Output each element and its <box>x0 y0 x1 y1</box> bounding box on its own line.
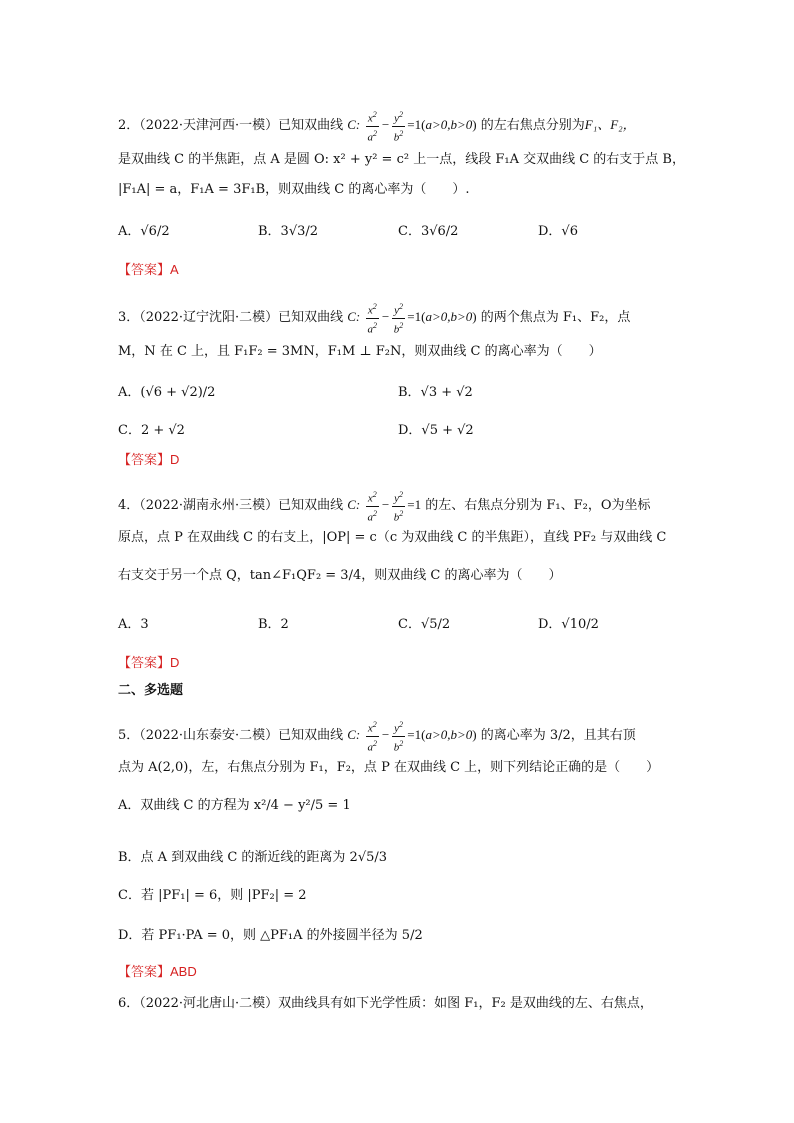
q5-option-b: B．点 A 到双曲线 C 的渐近线的距离为 2√5/3 <box>118 850 388 865</box>
q2-option-d: D．√6 <box>538 224 578 239</box>
q2-equation: C: $\frac{x^2}{a^2}$ − $\frac{y^2}{b^2}$ =1(a>0,b>0) <box>347 110 477 144</box>
q4-equation: C: $\frac{x^2}{a^2}$ − $\frac{y^2}{b^2}$ =1 <box>347 490 422 524</box>
q4-option-d: D．√10/2 <box>538 617 599 632</box>
q6-line1: 6．（2022·河北唐山·二模）双曲线具有如下光学性质：如图 F₁，F₂ 是双曲线的左、右焦点， <box>118 996 653 1011</box>
q3-answer: 【答案】D <box>118 452 180 467</box>
q5-option-d: D．若 PF₁·PA = 0，则 △PF₁A 的外接圆半径为 5/2 <box>118 928 423 943</box>
q3-equation: C: $\frac{x^2}{a^2}$ − $\frac{y^2}{b^2}$ =1(a>0,b>0) <box>347 302 477 336</box>
q4-line3: 右支交于另一个点 Q，tan∠F₁QF₂ = 3/4，则双曲线 C 的离心率为（ ） <box>118 568 562 583</box>
q5-equation: C: $\frac{x^2}{a^2}$ − $\frac{y^2}{b^2}$ =1(a>0,b>0) <box>347 720 477 754</box>
q4-line2: 原点，点 P 在双曲线 C 的右支上，|OP| = c（c 为双曲线 C 的半焦距），直线 PF₂ 与双曲线 C <box>118 530 667 545</box>
q3-line1: 3．（2022·辽宁沈阳·二模）已知双曲线 C: $\frac{x^2}{a^2}$ − $\frac{y^2}{b^2}$ =1(a>0,b>0) 的两个焦点为 F₁、F₂，点 <box>118 302 631 336</box>
q3-option-b: B．√3 + √2 <box>398 385 473 400</box>
q2-answer: 【答案】A <box>118 262 179 277</box>
q2-option-a: A．√6/2 <box>118 224 170 239</box>
q4-option-b: B．2 <box>258 617 289 632</box>
q3-option-d: D．√5 + √2 <box>398 423 474 438</box>
q5-option-a: A．双曲线 C 的方程为 x²/4 − y²/5 = 1 <box>118 798 351 813</box>
q5-line2: 点为 A(2,0)，左，右焦点分别为 F₁，F₂，点 P 在双曲线 C 上，则下列结论正确的是（ ） <box>118 760 660 775</box>
q4-line1: 4．（2022·湖南永州·三模）已知双曲线 C: $\frac{x^2}{a^2}$ − $\frac{y^2}{b^2}$ =1 的左、右焦点分别为 F₁、F₂，O为坐标 <box>118 490 651 524</box>
q4-option-a: A．3 <box>118 617 149 632</box>
q3-line2: M，N 在 C 上，且 F₁F₂ = 3MN，F₁M ⊥ F₂N，则双曲线 C 的离心率为（ ） <box>118 344 602 359</box>
q5-answer: 【答案】ABD <box>118 964 197 979</box>
q2-line2: 是双曲线 C 的半焦距，点 A 是圆 O: x² + y² = c² 上一点，线段 F₁A 交双曲线 C 的右支于点 B， <box>118 152 685 167</box>
q3-option-c: C．2 + √2 <box>118 423 185 438</box>
q2-option-c: C．3√6/2 <box>398 224 459 239</box>
q4-answer: 【答案】D <box>118 655 180 670</box>
q5-line1: 5．（2022·山东泰安·二模）已知双曲线 C: $\frac{x^2}{a^2}$ − $\frac{y^2}{b^2}$ =1(a>0,b>0) 的离心率为 3/2，且其右顶 <box>118 720 636 754</box>
q5-option-c: C．若 |PF₁| = 6，则 |PF₂| = 2 <box>118 888 307 903</box>
q2-option-b: B．3√3/2 <box>258 224 319 239</box>
q2-line1: 2．（2022·天津河西·一模）已知双曲线 C: $\frac{x^2}{a^2}$ − $\frac{y^2}{b^2}$ =1(a>0,b>0) 的左右焦点分别为F₁、F₂， <box>118 110 636 144</box>
section-heading-multi-choice: 二、多选题 <box>118 682 184 697</box>
q2-line3: |F₁A| = a，F₁A = 3F₁B，则双曲线 C 的离心率为（ ）. <box>118 182 470 197</box>
q4-option-c: C．√5/2 <box>398 617 451 632</box>
q3-option-a: A．(√6 + √2)/2 <box>118 385 216 400</box>
